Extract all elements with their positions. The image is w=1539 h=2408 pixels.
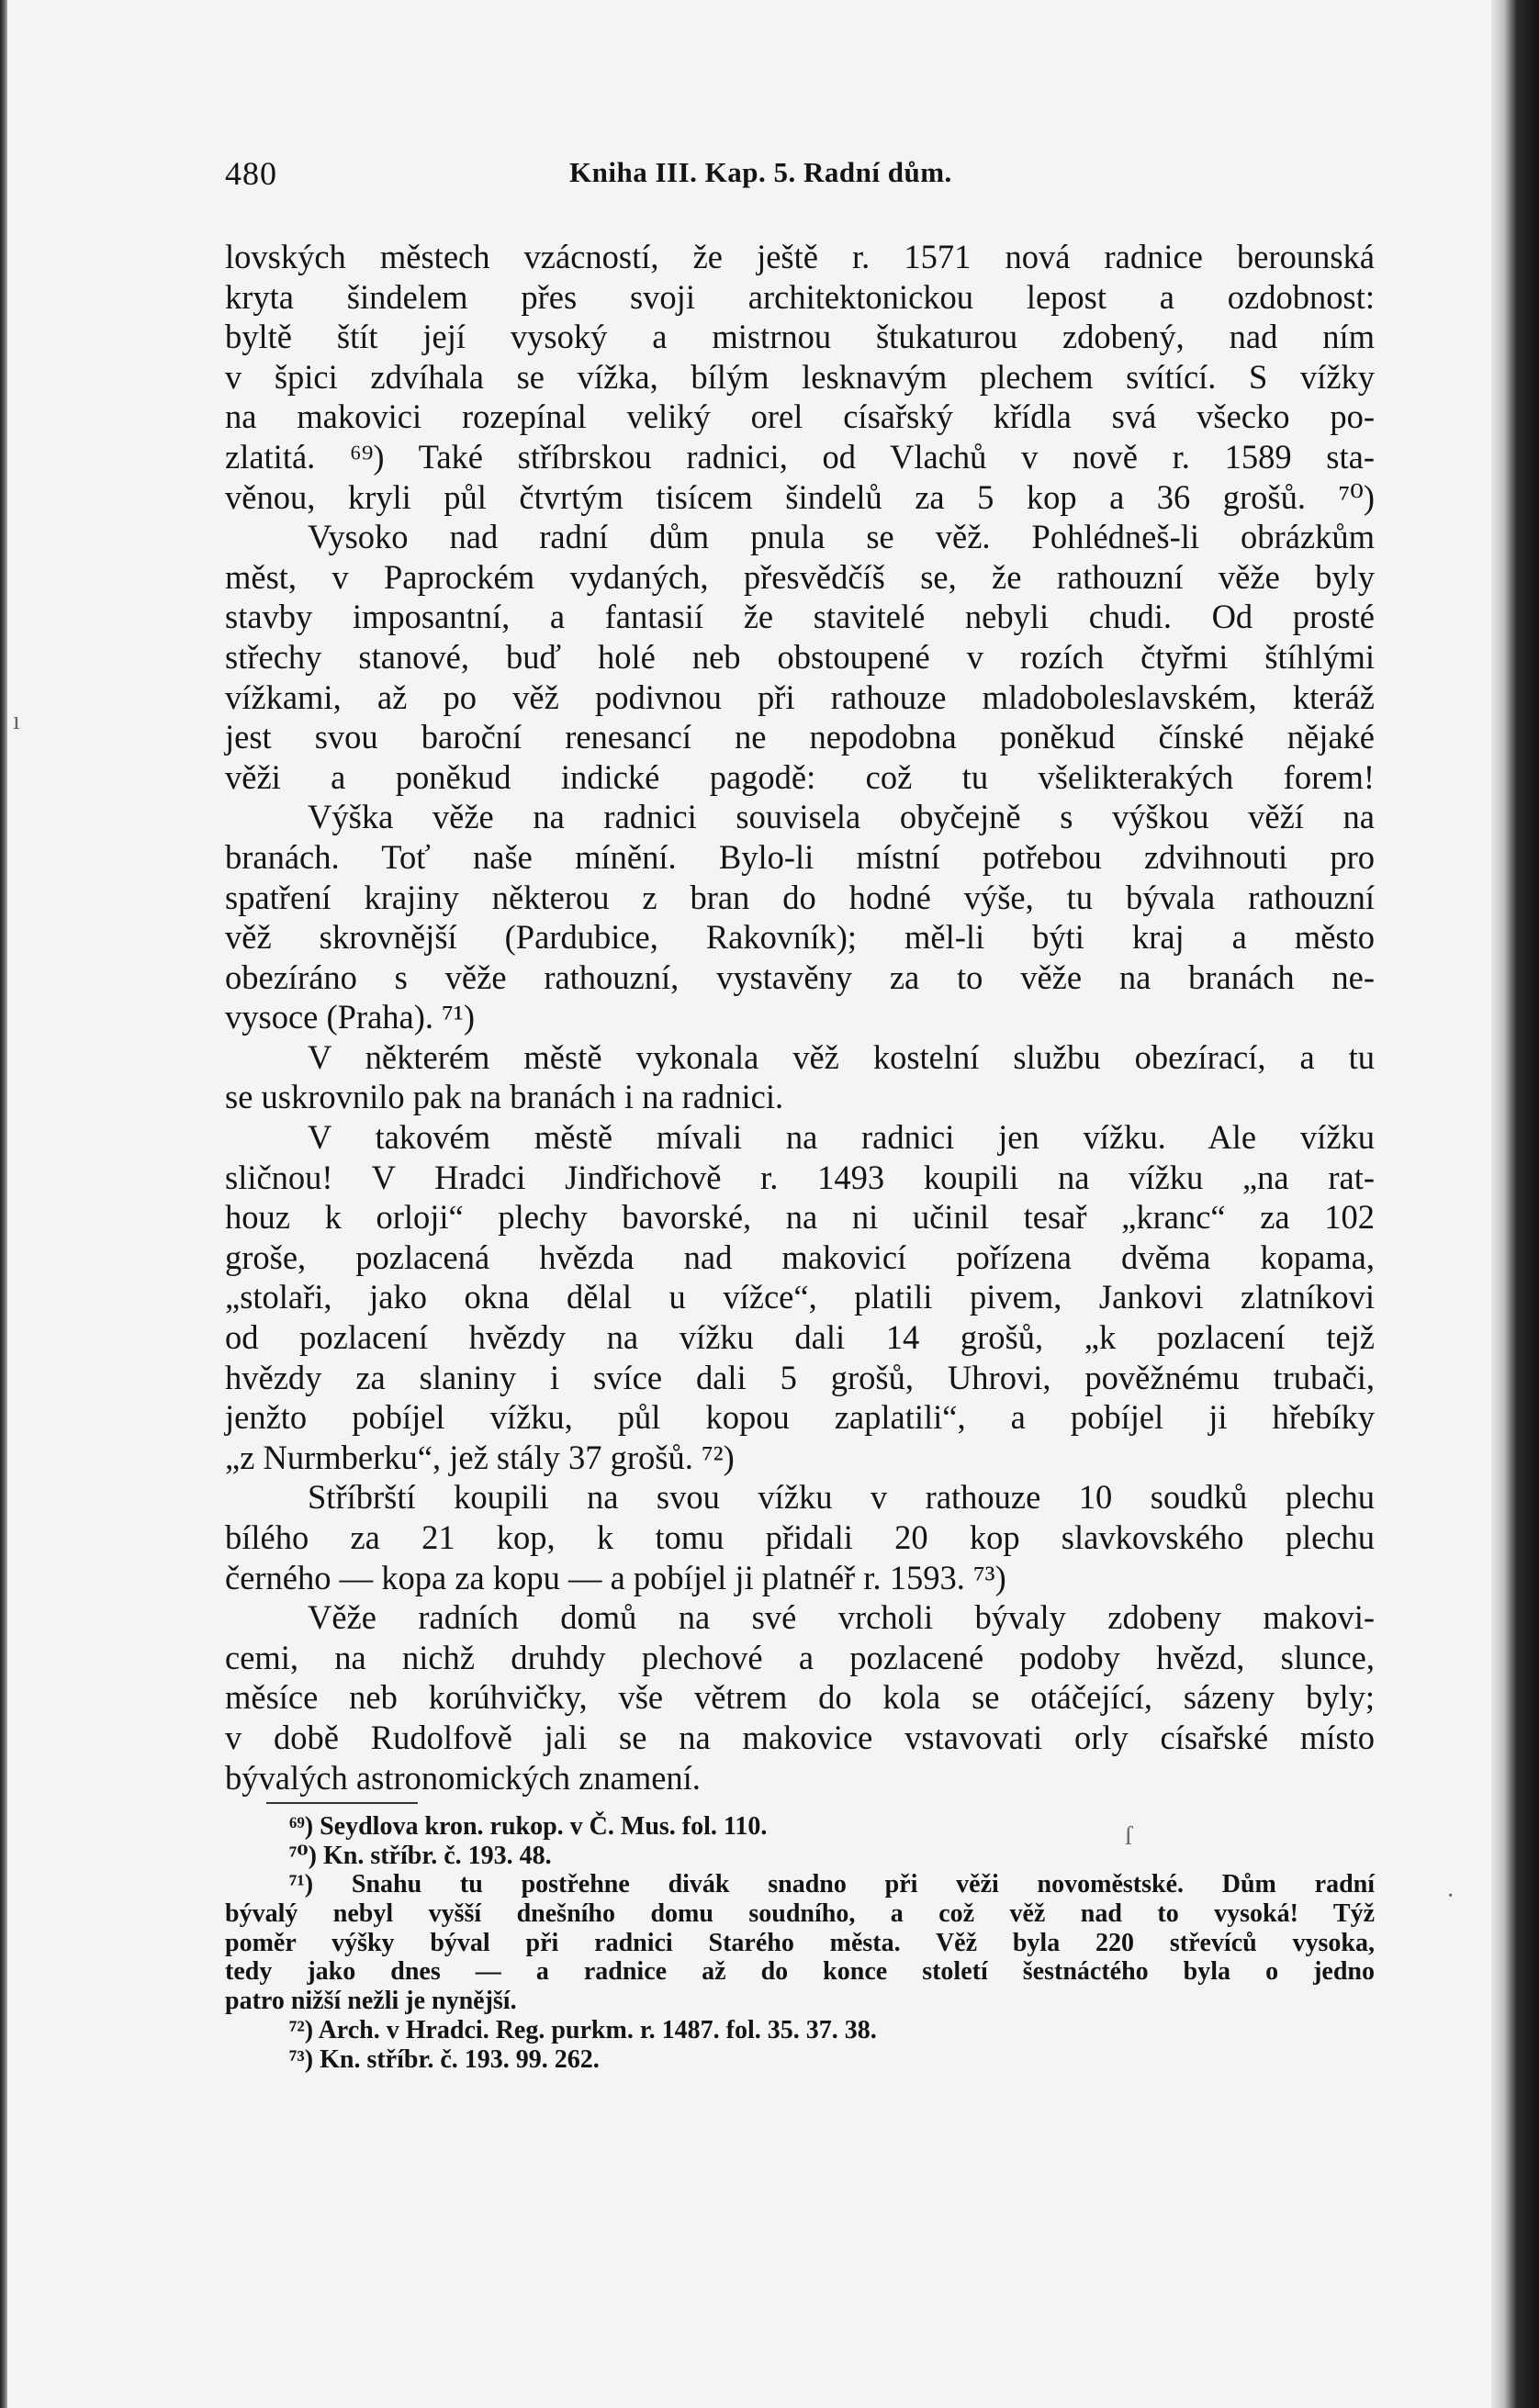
footnote-line: ⁷⁰) Kn. stříbr. č. 193. 48. — [289, 1841, 552, 1870]
text-line: v špici zdvíhala se vížka, bílým lesknavým plechem svítící. S vížky — [225, 357, 1375, 396]
text-line: spatření krajiny některou z bran do hodné výše, tu bývala rathouzní — [225, 878, 1375, 916]
text-line: cemi, na nichž druhdy plechové a pozlacené podoby hvězd, slunce, — [225, 1638, 1375, 1676]
text-line: Věže radních domů na své vrcholi bývaly zdobeny makovi- — [308, 1598, 1375, 1637]
scan-edge-right — [1491, 0, 1539, 2408]
text-line: věži a poněkud indické pagodě: což tu všelikterakých forem! — [225, 757, 1375, 796]
text-line: věž skrovnější (Pardubice, Rakovník); měl-li býti kraj a město — [225, 918, 1375, 957]
text-line: Výška věže na radnici souvisela obyčejně s výškou věží na — [308, 798, 1375, 836]
scan-speck: ſ — [1125, 1822, 1132, 1851]
text-line: kryta šindelem přes svoji architektonickou lepost a ozdobnost: — [225, 277, 1375, 316]
footnote-line: ⁷³) Kn. stříbr. č. 193. 99. 262. — [289, 2044, 600, 2074]
footnote-line: tedy jako dnes — a radnice až do konce století šestnáctého byla o jedno — [225, 1957, 1375, 1987]
text-line: na makovici rozepínal veliký orel císařský křídla svá všecko po- — [225, 398, 1375, 436]
text-line: jest svou baroční renesancí ne nepodobna poněkud čínské nějaké — [225, 718, 1375, 756]
text-line: měsíce neb korúhvičky, vše větrem do kola se otáčející, sázeny byly; — [225, 1678, 1375, 1717]
text-line: věnou, kryli půl čtvrtým tisícem šindelů za 5 kop a 36 grošů. ⁷⁰) — [225, 477, 1375, 516]
text-line: houz k orloji“ plechy bavorské, na ni učinil tesař „kranc“ za 102 — [225, 1198, 1375, 1237]
text-line: v době Rudolfově jali se na makovice vstavovati orly císařské místo — [225, 1718, 1375, 1756]
text-line: bílého za 21 kop, k tomu přidali 20 kop slavkovského plechu — [225, 1518, 1375, 1556]
text-line: sličnou! V Hradci Jindřichově r. 1493 koupili na vížku „na rat- — [225, 1158, 1375, 1196]
scan-speck: ı — [13, 707, 20, 735]
footnote-line: patro nižší nežli je nynější. — [225, 1987, 517, 2016]
footnote-line: ⁷²) Arch. v Hradci. Reg. purkm. r. 1487. fol. 35. 37. 38. — [289, 2015, 877, 2044]
footnote-line: ⁶⁹) Seydlova kron. rukop. v Č. Mus. fol. 110. — [289, 1812, 768, 1841]
text-line: branách. Toť naše mínění. Bylo-li místní potřebou zdvihnouti pro — [225, 837, 1375, 876]
text-line: vížkami, až po věž podivnou při rathouze mladoboleslavském, kteráž — [225, 678, 1375, 716]
text-line: střechy stanové, buď holé neb obstoupené v rozích čtyřmi štíhlými — [225, 637, 1375, 676]
footnote-separator — [266, 1802, 418, 1804]
running-head — [225, 154, 1042, 200]
text-line: V některém městě vykonala věž kostelní službu obezírací, a tu — [308, 1037, 1375, 1076]
page-number: 480 — [225, 155, 277, 192]
text-line: bývalých astronomických znamení. — [225, 1758, 701, 1797]
text-line: od pozlacení hvězdy na vížku dali 14 grošů, „k pozlacení tejž — [225, 1318, 1375, 1357]
scan-edge-left — [0, 0, 7, 2408]
footnote-line: bývalý nebyl vyšší dnešního domu soudního, a což věž nad to vysoká! Týž — [225, 1899, 1375, 1929]
text-line: lovských městech vzácností, že ještě r. 1571 nová radnice berounská — [225, 238, 1375, 275]
running-title: Kniha III. Kap. 5. Radní dům. — [569, 156, 952, 188]
text-line: stavby imposantní, a fantasií že stavitelé nebyli chudi. Od prosté — [225, 598, 1375, 636]
text-line: Stříbrští koupili na svou vížku v rathouze 10 soudků plechu — [308, 1478, 1375, 1517]
text-line: měst, v Paprockém vydaných, přesvědčíš se, že rathouzní věže byly — [225, 557, 1375, 596]
text-line: V takovém městě mívali na radnici jen vížku. Ale vížku — [308, 1118, 1375, 1157]
text-line: jenžto pobíjel vížku, půl kopou zaplatili“, a pobíjel ji hřebíky — [225, 1398, 1375, 1437]
text-line: černého — kopa za kopu — a pobíjel ji platnéř r. 1593. ⁷³) — [225, 1558, 1006, 1596]
text-line: Vysoko nad radní dům pnula se věž. Pohlédneš-li obrázkům — [308, 518, 1375, 556]
text-line: „z Nurmberku“, jež stály 37 grošů. ⁷²) — [225, 1438, 735, 1476]
text-line: zlatitá. ⁶⁹) Také stříbrskou radnici, od Vlachů v nově r. 1589 sta- — [225, 437, 1375, 476]
scan-speck: · — [1446, 1882, 1455, 1910]
footnote-line: poměr výšky býval při radnici Starého města. Věž byla 220 střevíců vysoka, — [225, 1928, 1375, 1957]
text-line: vysoce (Praha). ⁷¹) — [225, 998, 475, 1036]
text-line: groše, pozlacená hvězda nad makovicí pořízena dvěma kopama, — [225, 1238, 1375, 1276]
text-line: „stolaři, jako okna dělal u vížce“, platili pivem, Jankovi zlatníkovi — [225, 1278, 1375, 1316]
text-line: hvězdy za slaniny i svíce dali 5 grošů, Uhrovi, pověžnému trubači, — [225, 1358, 1375, 1396]
text-line: byltě štít její vysoký a mistrnou štukaturou zdobený, nad ním — [225, 318, 1375, 356]
body-text — [225, 237, 1375, 1798]
text-line: se uskrovnilo pak na branách i na radnici. — [225, 1078, 784, 1116]
footnote-line: ⁷¹) Snahu tu postřehne divák snadno při věži novoměstské. Dům radní — [289, 1870, 1375, 1899]
text-line: obezíráno s věže rathouzní, vystavěny za to věže na branách ne- — [225, 958, 1375, 996]
footnotes — [225, 1812, 1375, 2074]
